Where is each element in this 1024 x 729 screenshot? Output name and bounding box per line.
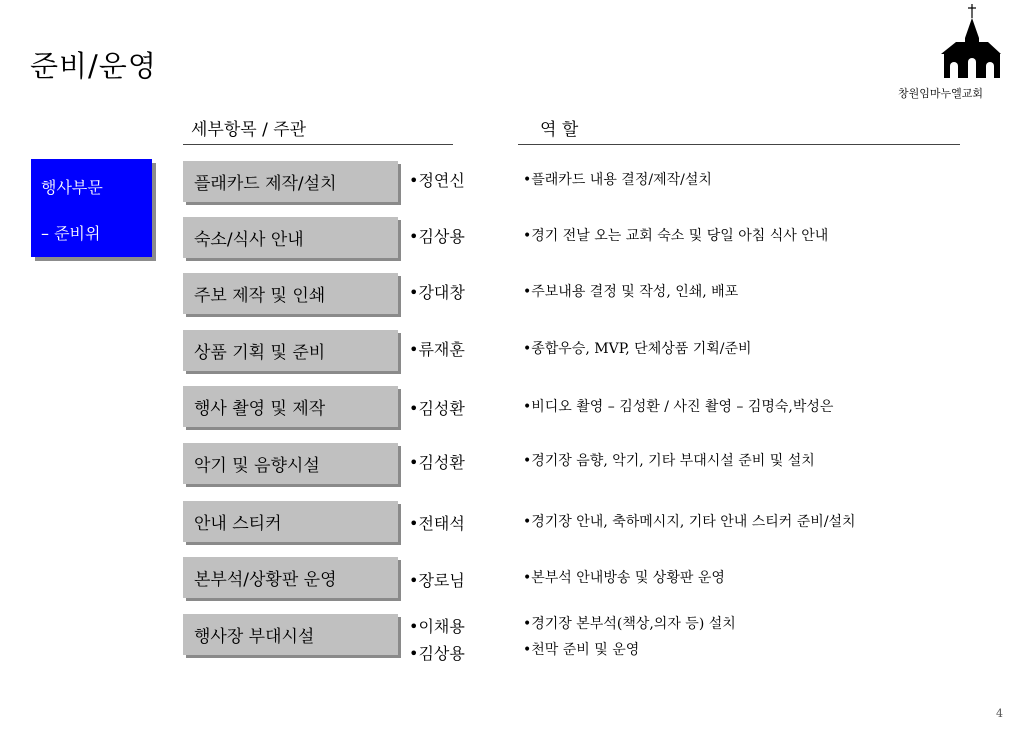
department-line1: 행사부문 <box>41 178 103 197</box>
item-box: 주보 제작 및 인쇄 <box>183 273 398 314</box>
item-box: 악기 및 음향시설 <box>183 443 398 484</box>
person-name: •김상용 <box>409 644 465 663</box>
person-name: •정연신 <box>409 171 465 190</box>
item-box: 플래카드 제작/설치 <box>183 161 398 202</box>
role-text: •비디오 촬영 – 김성환 / 사진 촬영 – 김명숙,박성은 <box>523 399 834 415</box>
item-box: 행사 촬영 및 제작 <box>183 386 398 427</box>
role-text: •종합우승, MVP, 단체상품 기획/준비 <box>523 341 752 357</box>
church-icon <box>938 4 1004 80</box>
item-box: 행사장 부대시설 <box>183 614 398 655</box>
department-line2: – 준비위 <box>41 224 101 243</box>
person-name: •이채용 <box>409 617 465 636</box>
page-number: 4 <box>996 707 1003 720</box>
role-text: •본부석 안내방송 및 상황판 운영 <box>523 570 725 586</box>
page-title: 준비/운영 <box>30 49 157 83</box>
role-text: •경기장 안내, 축하메시지, 기타 안내 스티커 준비/설치 <box>523 514 856 530</box>
role-text: •플래카드 내용 결정/제작/설치 <box>523 172 712 188</box>
person-name: •김상용 <box>409 227 465 246</box>
person-name: •장로님 <box>409 571 465 590</box>
role-text: •경기 전날 오는 교회 숙소 및 당일 아침 식사 안내 <box>523 228 829 244</box>
department-box <box>31 159 152 257</box>
item-box: 안내 스티커 <box>183 501 398 542</box>
role-text: •천막 준비 및 운영 <box>523 642 640 658</box>
person-name: •김성환 <box>409 399 465 418</box>
item-column-header: 세부항목 / 주관 <box>191 120 307 140</box>
church-name: 창원임마누엘교회 <box>898 87 984 100</box>
item-column-divider <box>183 144 453 145</box>
role-text: •경기장 음향, 악기, 기타 부대시설 준비 및 설치 <box>523 453 815 469</box>
role-text: •주보내용 결정 및 작성, 인쇄, 배포 <box>523 284 739 300</box>
person-name: •류재훈 <box>409 340 465 359</box>
role-column-header: 역 할 <box>540 120 579 140</box>
person-name: •김성환 <box>409 453 465 472</box>
person-name: •전태석 <box>409 514 465 533</box>
role-column-divider <box>518 144 960 145</box>
item-box: 상품 기획 및 준비 <box>183 330 398 371</box>
person-name: •강대창 <box>409 283 465 302</box>
item-box: 숙소/식사 안내 <box>183 217 398 258</box>
role-text: •경기장 본부석(책상,의자 등) 설치 <box>523 616 736 632</box>
item-box: 본부석/상황판 운영 <box>183 557 398 598</box>
